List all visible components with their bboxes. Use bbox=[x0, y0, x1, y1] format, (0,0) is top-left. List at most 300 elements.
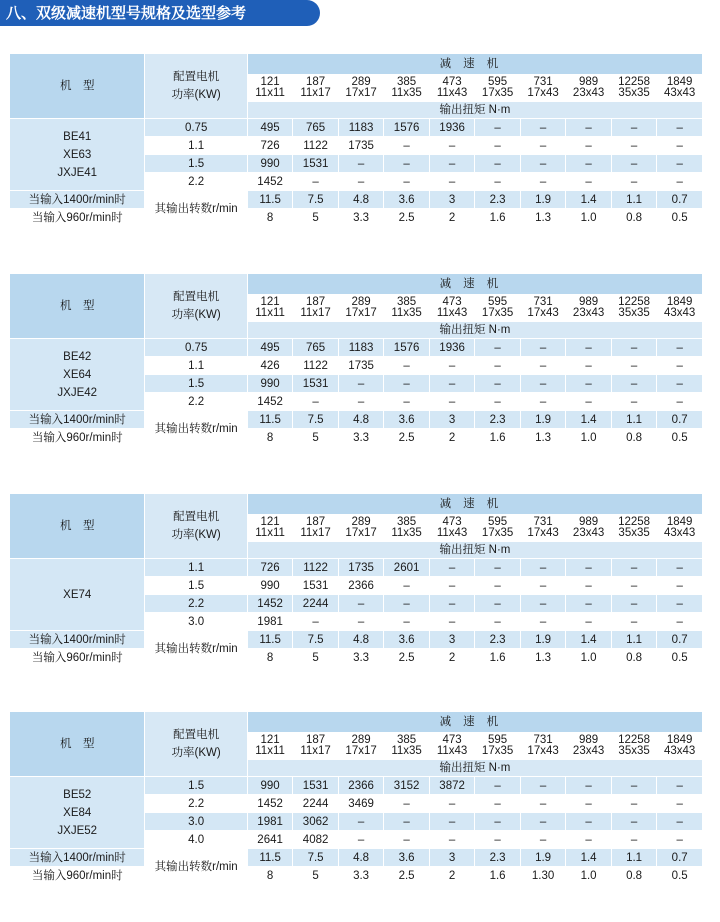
ratio-value: 289 bbox=[351, 516, 371, 528]
torque-value: – bbox=[338, 393, 384, 411]
motor-power: 0.75 bbox=[145, 119, 247, 137]
torque-value: – bbox=[475, 595, 521, 613]
ratio-cell bbox=[429, 733, 475, 760]
torque-value: – bbox=[611, 813, 657, 831]
torque-value: 990 bbox=[247, 375, 293, 393]
ratio-stages: 17x35 bbox=[481, 87, 514, 99]
torque-value: – bbox=[429, 393, 475, 411]
speed-960-value: 3.3 bbox=[338, 209, 384, 227]
torque-value: 726 bbox=[247, 559, 293, 577]
speed-960-value: 0.8 bbox=[611, 867, 657, 885]
model-header: 机 型 bbox=[10, 274, 145, 339]
speed-960-value: 5 bbox=[293, 867, 339, 885]
ratio-stages: 11x11 bbox=[255, 527, 285, 539]
ratio-cell bbox=[611, 295, 657, 322]
torque-value: 3469 bbox=[338, 795, 384, 813]
speed-960-value: 1.6 bbox=[475, 429, 521, 447]
torque-value: – bbox=[338, 613, 384, 631]
torque-value: 1981 bbox=[247, 813, 293, 831]
ratio-stages: 23x43 bbox=[572, 527, 605, 539]
speed-960-value: 1.3 bbox=[520, 649, 566, 667]
torque-value: 2641 bbox=[247, 831, 293, 849]
torque-value: – bbox=[429, 595, 475, 613]
ratio-stages: 11x11 bbox=[255, 307, 285, 319]
torque-value: – bbox=[475, 831, 521, 849]
torque-value: – bbox=[384, 393, 430, 411]
ratio-stages: 17x43 bbox=[527, 527, 559, 539]
motor-power: 1.1 bbox=[145, 357, 247, 375]
motor-power: 1.5 bbox=[145, 375, 247, 393]
ratio-stages: 35x35 bbox=[618, 745, 650, 757]
speed-960-value: 0.8 bbox=[611, 649, 657, 667]
torque-value: – bbox=[475, 173, 521, 191]
torque-value: – bbox=[566, 357, 612, 375]
speed-1400-value: 7.5 bbox=[293, 411, 339, 429]
torque-value: – bbox=[657, 155, 703, 173]
torque-label: 输出扭矩 N·m bbox=[247, 760, 702, 777]
model-names bbox=[10, 119, 145, 191]
speed-960-value: 8 bbox=[247, 649, 293, 667]
speed-960-value: 5 bbox=[293, 429, 339, 447]
torque-value: – bbox=[657, 577, 703, 595]
torque-value: – bbox=[657, 813, 703, 831]
speed-960-value: 3.3 bbox=[338, 429, 384, 447]
speed-1400-value: 3 bbox=[429, 411, 475, 429]
ratio-stages: 11x17 bbox=[300, 87, 331, 99]
ratio-cell bbox=[475, 75, 521, 102]
ratio-cell bbox=[520, 75, 566, 102]
ratio-stages: 11x43 bbox=[436, 87, 468, 99]
ratio-stages: 17x17 bbox=[345, 527, 377, 539]
speed-1400-value: 2.3 bbox=[475, 411, 521, 429]
torque-value: – bbox=[384, 357, 430, 375]
torque-value: – bbox=[566, 393, 612, 411]
speed-1400-value: 3.6 bbox=[384, 849, 430, 867]
model-name: BE52 bbox=[63, 788, 92, 801]
ratio-value: 1849 bbox=[666, 516, 693, 528]
torque-value: 3152 bbox=[384, 777, 430, 795]
torque-label: 输出扭矩 N·m bbox=[247, 102, 702, 119]
speed-960-value: 8 bbox=[247, 429, 293, 447]
speed-1400-value: 11.5 bbox=[247, 411, 293, 429]
torque-value: – bbox=[338, 813, 384, 831]
model-header: 机 型 bbox=[10, 712, 145, 777]
motor-header-line2: 功率(KW) bbox=[171, 309, 221, 321]
model-name: BE41 bbox=[63, 130, 92, 143]
motor-header-line1: 配置电机 bbox=[173, 511, 220, 523]
ratio-stages: 17x35 bbox=[481, 527, 514, 539]
torque-value: 1122 bbox=[293, 357, 339, 375]
torque-value: – bbox=[566, 813, 612, 831]
speed-1400-value: 11.5 bbox=[247, 191, 293, 209]
torque-value: – bbox=[293, 613, 339, 631]
torque-value: – bbox=[384, 375, 430, 393]
reducer-header: 减速机 bbox=[247, 274, 702, 295]
torque-value: – bbox=[611, 357, 657, 375]
ratio-stages: 11x35 bbox=[391, 307, 422, 319]
input-1400-label: 当输入1400r/min时 bbox=[10, 411, 145, 429]
output-speed-label: 其输出转数r/min bbox=[145, 631, 247, 667]
torque-value: – bbox=[611, 119, 657, 137]
torque-value: – bbox=[611, 613, 657, 631]
ratio-value: 12258 bbox=[618, 296, 651, 308]
input-1400-label: 当输入1400r/min时 bbox=[10, 849, 145, 867]
speed-960-value: 2 bbox=[429, 867, 475, 885]
torque-value: 1936 bbox=[429, 119, 475, 137]
torque-value: – bbox=[429, 613, 475, 631]
ratio-stages: 11x35 bbox=[391, 87, 422, 99]
speed-1400-value: 2.3 bbox=[475, 631, 521, 649]
motor-power-header bbox=[145, 54, 247, 119]
torque-value: – bbox=[566, 559, 612, 577]
speed-1400-value: 7.5 bbox=[293, 631, 339, 649]
torque-value: 726 bbox=[247, 137, 293, 155]
ratio-value: 385 bbox=[397, 734, 417, 746]
speed-960-value: 1.0 bbox=[566, 867, 612, 885]
torque-value: – bbox=[475, 559, 521, 577]
spec-table-2 bbox=[9, 273, 703, 447]
output-speed-label: 其输出转数r/min bbox=[145, 411, 247, 447]
torque-value: – bbox=[611, 777, 657, 795]
speed-1400-value: 0.7 bbox=[657, 191, 703, 209]
torque-value: – bbox=[657, 173, 703, 191]
ratio-cell bbox=[475, 515, 521, 542]
torque-value: – bbox=[338, 155, 384, 173]
ratio-value: 473 bbox=[442, 734, 462, 746]
speed-960-value: 8 bbox=[247, 209, 293, 227]
input-960-label: 当输入960r/min时 bbox=[10, 867, 145, 885]
speed-1400-value: 3 bbox=[429, 849, 475, 867]
torque-value: – bbox=[611, 595, 657, 613]
ratio-cell bbox=[384, 733, 430, 760]
spec-table-1 bbox=[9, 53, 703, 227]
motor-power-header bbox=[145, 712, 247, 777]
ratio-stages: 11x35 bbox=[391, 745, 422, 757]
torque-value: – bbox=[566, 595, 612, 613]
torque-value: – bbox=[384, 595, 430, 613]
torque-value: – bbox=[611, 577, 657, 595]
motor-power: 4.0 bbox=[145, 831, 247, 849]
model-names bbox=[10, 339, 145, 411]
torque-value: – bbox=[566, 339, 612, 357]
speed-960-value: 1.0 bbox=[566, 209, 612, 227]
torque-value: 2244 bbox=[293, 795, 339, 813]
torque-value: – bbox=[293, 393, 339, 411]
torque-value: 1452 bbox=[247, 595, 293, 613]
motor-header-line2: 功率(KW) bbox=[171, 529, 221, 541]
speed-1400-value: 0.7 bbox=[657, 631, 703, 649]
speed-960-value: 2.5 bbox=[384, 429, 430, 447]
ratio-value: 731 bbox=[533, 76, 553, 88]
speed-1400-value: 1.4 bbox=[566, 191, 612, 209]
ratio-value: 1849 bbox=[666, 296, 693, 308]
speed-1400-value: 1.1 bbox=[611, 191, 657, 209]
speed-960-value: 5 bbox=[293, 209, 339, 227]
motor-power: 0.75 bbox=[145, 339, 247, 357]
torque-value: – bbox=[338, 831, 384, 849]
torque-value: – bbox=[520, 831, 566, 849]
torque-value: – bbox=[475, 155, 521, 173]
speed-960-value: 0.5 bbox=[657, 649, 703, 667]
torque-value: – bbox=[520, 795, 566, 813]
torque-label: 输出扭矩 N·m bbox=[247, 542, 702, 559]
torque-value: – bbox=[429, 155, 475, 173]
torque-value: – bbox=[429, 813, 475, 831]
ratio-value: 187 bbox=[306, 516, 326, 528]
torque-value: – bbox=[429, 559, 475, 577]
torque-value: – bbox=[566, 613, 612, 631]
ratio-stages: 35x35 bbox=[618, 87, 650, 99]
ratio-stages: 11x11 bbox=[255, 87, 285, 99]
torque-value: – bbox=[429, 137, 475, 155]
speed-960-value: 0.8 bbox=[611, 429, 657, 447]
torque-value: 765 bbox=[293, 119, 339, 137]
motor-power: 1.5 bbox=[145, 577, 247, 595]
ratio-value: 12258 bbox=[618, 734, 651, 746]
input-960-label: 当输入960r/min时 bbox=[10, 429, 145, 447]
torque-value: 990 bbox=[247, 155, 293, 173]
torque-value: 1531 bbox=[293, 375, 339, 393]
torque-value: – bbox=[475, 375, 521, 393]
torque-value: – bbox=[566, 831, 612, 849]
speed-1400-value: 1.9 bbox=[520, 191, 566, 209]
ratio-stages: 11x43 bbox=[436, 527, 468, 539]
torque-value: 1183 bbox=[338, 119, 384, 137]
ratio-value: 595 bbox=[488, 516, 508, 528]
motor-power: 2.2 bbox=[145, 595, 247, 613]
speed-960-value: 1.0 bbox=[566, 649, 612, 667]
torque-value: – bbox=[475, 137, 521, 155]
model-header: 机 型 bbox=[10, 494, 145, 559]
torque-value: – bbox=[384, 795, 430, 813]
speed-960-value: 2.5 bbox=[384, 867, 430, 885]
torque-value: – bbox=[520, 595, 566, 613]
ratio-value: 595 bbox=[488, 734, 508, 746]
ratio-value: 731 bbox=[533, 734, 553, 746]
torque-value: 990 bbox=[247, 777, 293, 795]
torque-value: 1576 bbox=[384, 119, 430, 137]
torque-value: – bbox=[429, 357, 475, 375]
torque-value: – bbox=[338, 375, 384, 393]
torque-value: – bbox=[520, 813, 566, 831]
model-names bbox=[10, 777, 145, 849]
speed-1400-value: 1.9 bbox=[520, 849, 566, 867]
torque-value: – bbox=[520, 137, 566, 155]
model-name: JXJE41 bbox=[57, 166, 98, 179]
ratio-cell bbox=[338, 733, 384, 760]
model-name: XE84 bbox=[63, 806, 92, 819]
torque-value: 2244 bbox=[293, 595, 339, 613]
speed-1400-value: 3.6 bbox=[384, 411, 430, 429]
speed-960-value: 0.5 bbox=[657, 429, 703, 447]
motor-power: 1.1 bbox=[145, 137, 247, 155]
torque-value: 1735 bbox=[338, 137, 384, 155]
torque-value: – bbox=[611, 559, 657, 577]
speed-1400-value: 1.1 bbox=[611, 849, 657, 867]
torque-value: 1531 bbox=[293, 155, 339, 173]
output-speed-label: 其输出转数r/min bbox=[145, 849, 247, 885]
ratio-value: 731 bbox=[533, 296, 553, 308]
torque-value: – bbox=[475, 777, 521, 795]
torque-value: 1531 bbox=[293, 577, 339, 595]
torque-value: – bbox=[475, 357, 521, 375]
spec-table-4 bbox=[9, 711, 703, 885]
ratio-cell bbox=[293, 733, 339, 760]
ratio-cell bbox=[566, 733, 612, 760]
ratio-stages: 11x43 bbox=[436, 307, 468, 319]
torque-value: – bbox=[293, 173, 339, 191]
torque-value: – bbox=[611, 795, 657, 813]
motor-power: 1.5 bbox=[145, 155, 247, 173]
ratio-value: 989 bbox=[579, 296, 599, 308]
torque-value: – bbox=[429, 375, 475, 393]
speed-1400-value: 1.1 bbox=[611, 411, 657, 429]
ratio-stages: 11x17 bbox=[300, 745, 331, 757]
speed-1400-value: 3.6 bbox=[384, 191, 430, 209]
ratio-cell bbox=[384, 515, 430, 542]
speed-960-value: 2.5 bbox=[384, 209, 430, 227]
ratio-cell bbox=[475, 733, 521, 760]
speed-960-value: 1.6 bbox=[475, 209, 521, 227]
torque-value: 1981 bbox=[247, 613, 293, 631]
torque-value: 1735 bbox=[338, 357, 384, 375]
ratio-stages: 43x43 bbox=[664, 745, 696, 757]
ratio-stages: 17x17 bbox=[345, 87, 377, 99]
torque-value: – bbox=[611, 393, 657, 411]
torque-value: – bbox=[611, 137, 657, 155]
ratio-cell bbox=[384, 295, 430, 322]
ratio-stages: 23x43 bbox=[572, 745, 605, 757]
speed-960-value: 2.5 bbox=[384, 649, 430, 667]
speed-1400-value: 3 bbox=[429, 191, 475, 209]
torque-value: – bbox=[475, 795, 521, 813]
torque-value: 1452 bbox=[247, 795, 293, 813]
ratio-stages: 11x17 bbox=[300, 307, 331, 319]
torque-value: – bbox=[657, 119, 703, 137]
input-960-label: 当输入960r/min时 bbox=[10, 209, 145, 227]
ratio-cell bbox=[520, 295, 566, 322]
ratio-stages: 43x43 bbox=[664, 87, 696, 99]
torque-value: – bbox=[475, 613, 521, 631]
ratio-value: 12258 bbox=[618, 516, 651, 528]
ratio-cell bbox=[657, 295, 703, 322]
torque-value: – bbox=[475, 393, 521, 411]
torque-value: 3062 bbox=[293, 813, 339, 831]
speed-1400-value: 7.5 bbox=[293, 191, 339, 209]
torque-value: – bbox=[566, 795, 612, 813]
ratio-cell bbox=[247, 515, 293, 542]
motor-power: 2.2 bbox=[145, 173, 247, 191]
torque-value: – bbox=[338, 173, 384, 191]
ratio-value: 989 bbox=[579, 516, 599, 528]
speed-1400-value: 1.4 bbox=[566, 631, 612, 649]
ratio-value: 289 bbox=[351, 76, 371, 88]
torque-value: – bbox=[520, 393, 566, 411]
ratio-value: 187 bbox=[306, 734, 326, 746]
ratio-stages: 17x35 bbox=[481, 745, 514, 757]
ratio-cell bbox=[247, 295, 293, 322]
speed-1400-value: 0.7 bbox=[657, 411, 703, 429]
torque-value: 3872 bbox=[429, 777, 475, 795]
torque-value: – bbox=[657, 393, 703, 411]
ratio-stages: 11x35 bbox=[391, 527, 422, 539]
speed-1400-value: 4.8 bbox=[338, 631, 384, 649]
ratio-stages: 23x43 bbox=[572, 307, 605, 319]
model-header: 机 型 bbox=[10, 54, 145, 119]
torque-value: 1531 bbox=[293, 777, 339, 795]
torque-value: – bbox=[657, 595, 703, 613]
torque-value: – bbox=[520, 119, 566, 137]
torque-value: 1735 bbox=[338, 559, 384, 577]
speed-960-value: 1.30 bbox=[520, 867, 566, 885]
ratio-stages: 11x11 bbox=[255, 745, 285, 757]
ratio-value: 1849 bbox=[666, 734, 693, 746]
ratio-cell bbox=[338, 515, 384, 542]
ratio-cell bbox=[429, 75, 475, 102]
torque-value: – bbox=[384, 613, 430, 631]
speed-1400-value: 4.8 bbox=[338, 411, 384, 429]
torque-value: – bbox=[611, 173, 657, 191]
torque-value: – bbox=[429, 795, 475, 813]
torque-value: – bbox=[384, 155, 430, 173]
torque-value: – bbox=[520, 173, 566, 191]
torque-value: – bbox=[475, 577, 521, 595]
input-1400-label: 当输入1400r/min时 bbox=[10, 631, 145, 649]
torque-value: 4082 bbox=[293, 831, 339, 849]
ratio-stages: 35x35 bbox=[618, 527, 650, 539]
input-960-label: 当输入960r/min时 bbox=[10, 649, 145, 667]
ratio-cell bbox=[611, 733, 657, 760]
torque-value: 2601 bbox=[384, 559, 430, 577]
torque-value: – bbox=[520, 577, 566, 595]
speed-1400-value: 1.9 bbox=[520, 411, 566, 429]
ratio-stages: 17x43 bbox=[527, 307, 559, 319]
ratio-stages: 23x43 bbox=[572, 87, 605, 99]
speed-1400-value: 1.4 bbox=[566, 849, 612, 867]
ratio-value: 473 bbox=[442, 296, 462, 308]
ratio-cell bbox=[611, 75, 657, 102]
torque-value: – bbox=[520, 613, 566, 631]
ratio-cell bbox=[566, 295, 612, 322]
ratio-value: 595 bbox=[488, 296, 508, 308]
ratio-value: 289 bbox=[351, 296, 371, 308]
torque-value: – bbox=[338, 595, 384, 613]
speed-960-value: 3.3 bbox=[338, 867, 384, 885]
speed-960-value: 1.6 bbox=[475, 649, 521, 667]
speed-960-value: 1.3 bbox=[520, 429, 566, 447]
model-names bbox=[10, 559, 145, 631]
ratio-stages: 11x17 bbox=[300, 527, 331, 539]
speed-1400-value: 7.5 bbox=[293, 849, 339, 867]
torque-value: – bbox=[429, 173, 475, 191]
torque-value: – bbox=[520, 339, 566, 357]
speed-1400-value: 2.3 bbox=[475, 849, 521, 867]
torque-value: – bbox=[384, 831, 430, 849]
torque-value: – bbox=[475, 813, 521, 831]
motor-power-header bbox=[145, 274, 247, 339]
torque-value: 990 bbox=[247, 577, 293, 595]
ratio-cell bbox=[520, 733, 566, 760]
ratio-value: 1849 bbox=[666, 76, 693, 88]
spec-table-3 bbox=[9, 493, 703, 667]
ratio-cell bbox=[566, 515, 612, 542]
torque-value: – bbox=[566, 155, 612, 173]
ratio-value: 731 bbox=[533, 516, 553, 528]
ratio-stages: 17x17 bbox=[345, 307, 377, 319]
torque-value: – bbox=[657, 831, 703, 849]
ratio-cell bbox=[657, 515, 703, 542]
ratio-stages: 43x43 bbox=[664, 527, 696, 539]
